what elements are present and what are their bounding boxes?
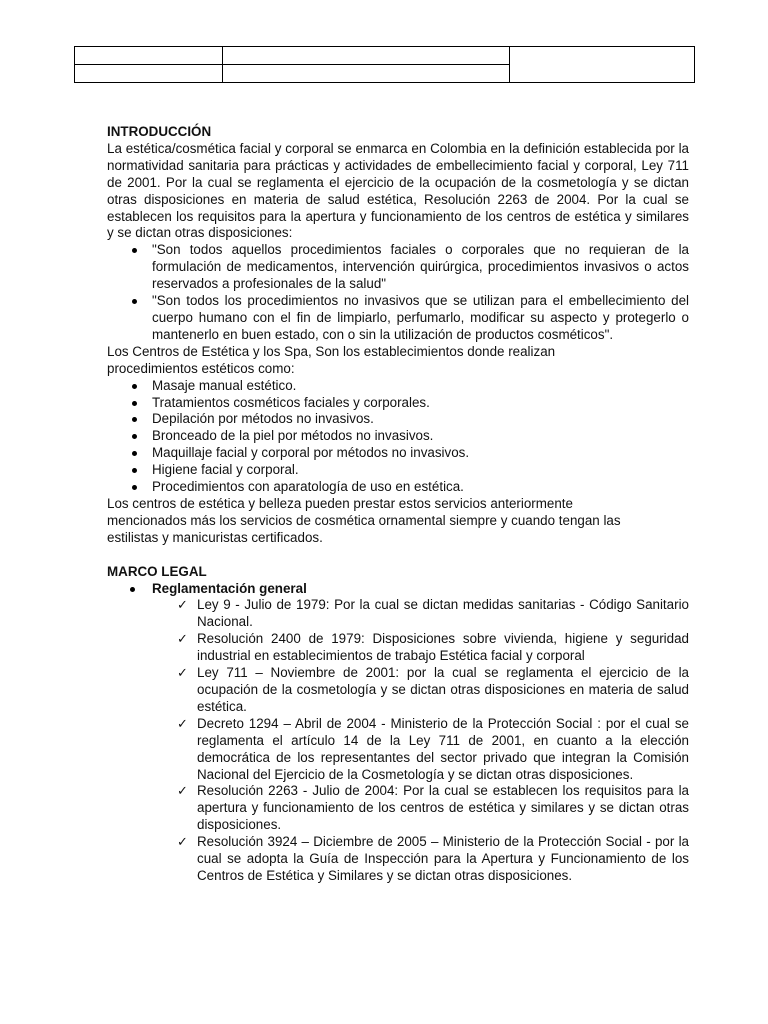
header-cell — [75, 65, 223, 83]
list-item — [177, 783, 689, 834]
regulation-text: Resolución 2263 - Julio de 2004: Por la cual se establecen los requisitos para la apertura y funcionamiento de los centros de estética y similares y se dictan otras disposiciones. — [197, 783, 689, 833]
check-icon: ✓ — [177, 631, 188, 647]
list-item: Tratamientos cosméticos faciales y corporales. — [152, 395, 689, 412]
spacer — [107, 547, 689, 564]
list-item: Maquillaje facial y corporal por métodos no invasivos. — [152, 445, 689, 462]
closing-paragraph: Los centros de estética y belleza pueden prestar estos servicios anteriormente mencionados más los servicios de cosmética ornamental siempre y cuando tengan las estilistas y manicuristas certificados. — [107, 495, 621, 545]
document-body — [107, 124, 689, 885]
header-cell — [223, 47, 510, 65]
regulation-text: Ley 9 - Julio de 1979: Por la cual se dictan medidas sanitarias - Código Sanitario Nacional. — [197, 597, 689, 630]
header-cell — [223, 65, 510, 83]
intro-paragraph: La estética/cosmética facial y corporal se enmarca en Colombia en la definición establecida por la normatividad sanitaria para prácticas y actividades de embellecimiento facial y corporal, Ley 711 de 2001. Por la cual se reglamenta el ejercicio de la ocupación de la cosmetología y se dictan otras disposiciones en materia de salud estética, Resolución 2263 de 2004. Por la cual se establecen los requisitos para la apertura y funcionamiento de los centros de estética y similares y se dictan otras disposiciones: — [107, 140, 689, 241]
regulation-text: Ley 711 – Noviembre de 2001: por la cual se reglamenta el ejercicio de la ocupación de la cosmetología y se dictan otras disposiciones en materia de salud estética. — [197, 665, 689, 714]
header-cell — [510, 47, 695, 83]
bullet-icon — [130, 587, 135, 592]
check-icon: ✓ — [177, 834, 188, 850]
header-cell — [75, 47, 223, 65]
list-item — [107, 581, 689, 885]
list-item: "Son todos aquellos procedimientos faciales o corporales que no requieran de la formulación de medicamentos, intervención quirúrgica, procedimientos invasivos o actos reservados a profesionales de la salud" — [152, 242, 689, 292]
list-item: Higiene facial y corporal. — [152, 462, 689, 479]
regulation-text: Decreto 1294 – Abril de 2004 - Ministerio de la Protección Social : por el cual se reglamenta el artículo 14 de la Ley 711 de 2001, en cuanto a la elección democrática de los representantes del sector privado que integran la Comisión Nacional del Ejercicio de la Cosmetología y se dictan otras disposiciones. — [197, 715, 689, 782]
check-icon: ✓ — [177, 597, 188, 613]
list-item — [177, 665, 689, 716]
list-item: Masaje manual estético. — [152, 378, 689, 395]
list-item — [177, 597, 689, 631]
regulations-list — [152, 597, 689, 884]
check-icon: ✓ — [177, 783, 188, 799]
section-heading: INTRODUCCIÓN — [107, 124, 212, 139]
centers-paragraph: Los Centros de Estética y los Spa, Son los establecimientos donde realizan procedimientos estéticos como: — [107, 343, 556, 376]
check-icon: ✓ — [177, 715, 188, 731]
procedures-list — [107, 378, 689, 496]
header-table — [74, 46, 695, 83]
list-item: Depilación por métodos no invasivos. — [152, 411, 689, 428]
section-heading: MARCO LEGAL — [107, 563, 207, 579]
list-item — [177, 631, 689, 665]
regulation-text: Resolución 2400 de 1979: Disposiciones sobre vivienda, higiene y seguridad industrial en establecimientos de trabajo Estética facial y corporal — [197, 631, 689, 664]
list-item — [177, 715, 689, 784]
list-item: "Son todos los procedimientos no invasivos que se utilizan para el embellecimiento del cuerpo humano con el fin de limpiarlo, perfumarlo, modificar su aspecto y protegerlo o mantenerlo en buen estado, con o sin la utilización de productos cosméticos". — [152, 293, 689, 342]
regulation-text: Resolución 3924 – Diciembre de 2005 – Ministerio de la Protección Social - por la cual se adopta la Guía de Inspección para la Apertura y Funcionamiento de los Centros de Estética y Similares y se dictan otras disposiciones. — [197, 834, 689, 883]
list-item: Bronceado de la piel por métodos no invasivos. — [152, 428, 689, 445]
regulation-groups — [107, 581, 689, 885]
subsection-heading: Reglamentación general — [152, 580, 307, 596]
definitions-list — [107, 242, 689, 343]
list-item: Procedimientos con aparatología de uso en estética. — [152, 479, 689, 496]
check-icon: ✓ — [177, 665, 188, 681]
list-item — [177, 834, 689, 885]
